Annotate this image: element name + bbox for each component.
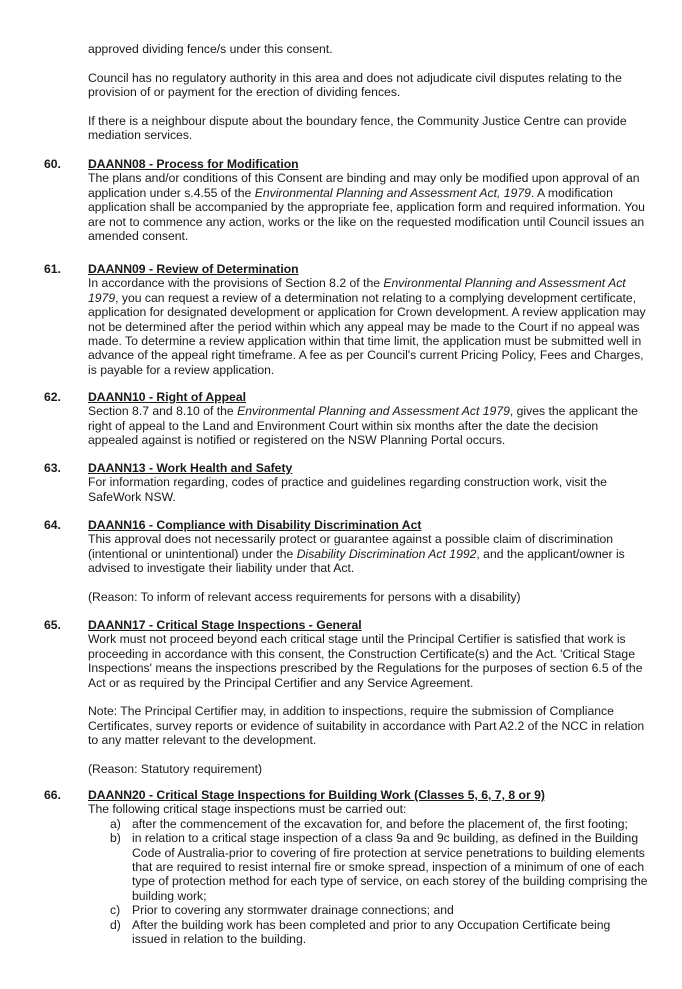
inspection-list xyxy=(88,817,648,947)
condition-heading: DAANN08 - Process for Modification xyxy=(88,157,299,171)
condition-reason: (Reason: To inform of relevant access requirements for persons with a disability) xyxy=(88,590,521,605)
condition-62 xyxy=(44,390,648,448)
condition-64 xyxy=(44,518,648,604)
list-item: b) in relation to a critical stage inspection of a class 9a and 9c building, as defined in the Building Code of Australia-prior to covering of fire protection at service penetrations to building elements that are required to resist internal fire or smoke spread, inspection of a minimum of one of each type of protection method for each type of service, on each storey of the building comprising the building work; xyxy=(110,831,648,903)
condition-66 xyxy=(44,788,648,946)
condition-number: 66. xyxy=(44,788,61,802)
intro-section xyxy=(88,42,648,143)
intro-paragraph: approved dividing fence/s under this consent. xyxy=(88,42,333,56)
condition-number: 64. xyxy=(44,518,61,532)
condition-reason: (Reason: Statutory requirement) xyxy=(88,762,263,777)
condition-paragraph: Work must not proceed beyond each critical stage until the Principal Certifier is satisfied that work is proceeding in accordance with this consent, the Construction Certificate(s) and the Act. 'Critical Stage Inspections' means the inspections prescribed by the Regulations for the purposes of section 6.5 of the Act or as required by the Principal Certifier and any Service Agreement. xyxy=(88,632,643,690)
list-item: a) after the commencement of the excavation for, and before the placement of, the first footing; xyxy=(110,816,628,831)
condition-number: 65. xyxy=(44,618,61,632)
intro-paragraph: If there is a neighbour dispute about the boundary fence, the Community Justice Centre can provide mediation services. xyxy=(88,114,627,143)
condition-paragraph: For information regarding, codes of practice and guidelines regarding construction work, visit the SafeWork NSW. xyxy=(88,475,607,504)
condition-number: 61. xyxy=(44,262,61,276)
intro-paragraph: Council has no regulatory authority in this area and does not adjudicate civil disputes relating to the provision of or payment for the erection of dividing fences. xyxy=(88,70,622,100)
condition-paragraph: The following critical stage inspections must be carried out: xyxy=(88,802,407,817)
condition-paragraph: The plans and/or conditions of this Consent are binding and may only be modified upon approval of an application under s.4.55 of the Environmental Planning and Assessment Act, 1979. A modification application shall be accompanied by the appropriate fee, application form and required information. You are not to commence any action, works or the like on the requested modification until Council issues an amended consent. xyxy=(88,171,645,244)
condition-note: Note: The Principal Certifier may, in addition to inspections, require the submission of Compliance Certificates, survey reports or evidence of suitability in accordance with Part A2.2 of the NCC in relation to any matter relevant to the development. xyxy=(88,704,645,748)
condition-paragraph: Section 8.7 and 8.10 of the Environmental Planning and Assessment Act 1979, gives the applicant the right of appeal to the Land and Environment Court within six months after the date the decision appealed against is notified or registered on the NSW Planning Portal occurs. xyxy=(88,404,638,448)
act-title: Environmental Planning and Assessment Act 1979 xyxy=(237,404,510,419)
act-title: Disability Discrimination Act 1992 xyxy=(296,546,477,561)
condition-heading: DAANN20 - Critical Stage Inspections for Building Work (Classes 5, 6, 7, 8 or 9) xyxy=(88,788,545,802)
list-item: c) Prior to covering any stormwater drainage connections; and xyxy=(110,903,454,918)
condition-65 xyxy=(44,618,648,776)
condition-heading: DAANN09 - Review of Determination xyxy=(88,262,299,276)
condition-number: 62. xyxy=(44,390,61,404)
list-item: d) After the building work has been completed and prior to any Occupation Certificate being issued in relation to the building. xyxy=(110,917,611,947)
act-title: Environmental Planning and Assessment Act, 1979 xyxy=(254,185,531,200)
condition-63 xyxy=(44,461,648,504)
condition-61 xyxy=(44,262,648,377)
condition-heading: DAANN10 - Right of Appeal xyxy=(88,390,246,404)
condition-number: 63. xyxy=(44,461,61,475)
condition-number: 60. xyxy=(44,157,61,171)
condition-heading: DAANN16 - Compliance with Disability Discrimination Act xyxy=(88,518,422,532)
act-title: Environmental Planning and Assessment Act 1979 xyxy=(88,276,626,305)
condition-heading: DAANN17 - Critical Stage Inspections - General xyxy=(88,618,362,632)
condition-heading: DAANN13 - Work Health and Safety xyxy=(88,461,293,475)
condition-60 xyxy=(44,157,648,243)
condition-paragraph: This approval does not necessarily protect or guarantee against a possible claim of discrimination (intentional or unintentional) under the Disability Discrimination Act 1992, and the applicant/owner is advised to investigate their liability under that Act. xyxy=(88,532,625,576)
condition-paragraph: In accordance with the provisions of Section 8.2 of the Environmental Planning and Assessment Act 1979, you can request a review of a determination not relating to a complying development certificate, application for designated development or application for Crown development. A review application may not be determined after the period within which any appeal may be made to the Court if no appeal was made. To determine a review application within that time limit, the application must be submitted well in advance of the appeal right timeframe. A fee as per Council's current Pricing Policy, Fees and Charges, is payable for a review application. xyxy=(88,276,646,377)
